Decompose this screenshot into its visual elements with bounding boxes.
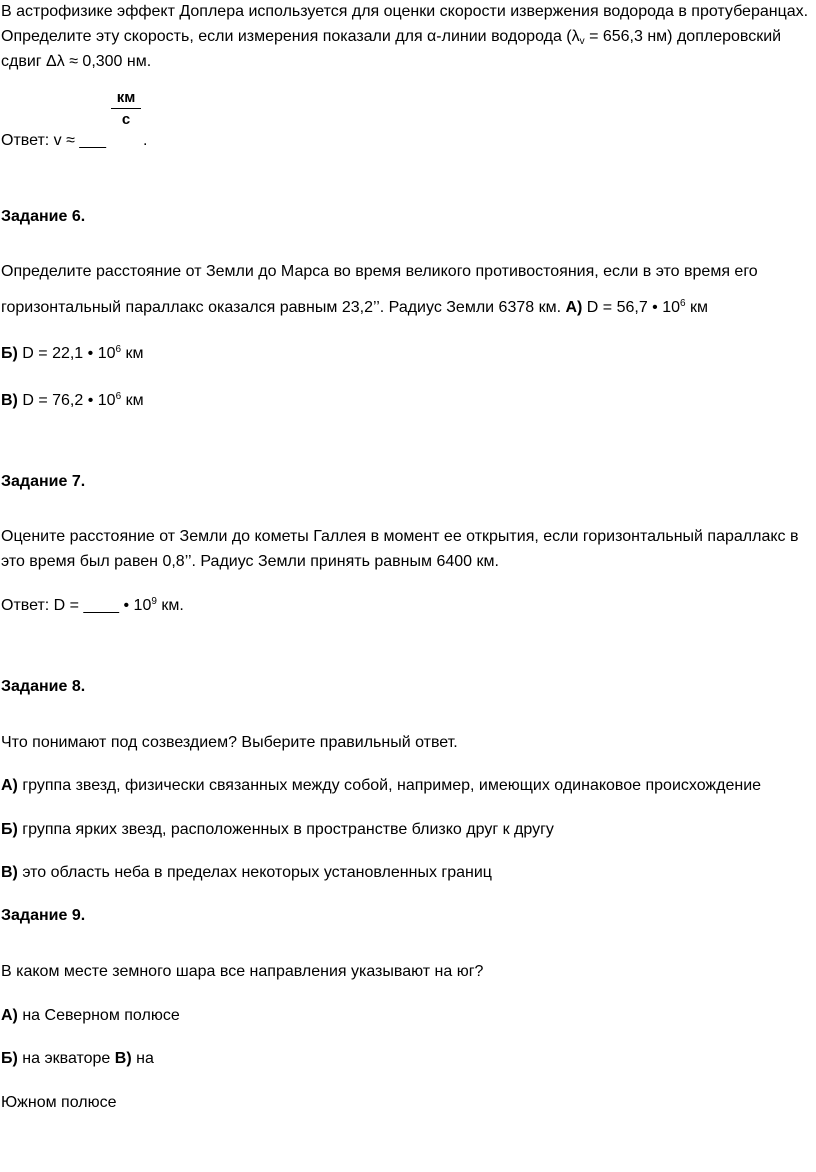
task6-line-2-text: горизонтальный параллакс оказался равным 23,2’’. Радиус Земли 6378 км. xyxy=(1,299,566,316)
task6-option-b-post: км xyxy=(121,345,144,362)
task6-option-b-label: Б) xyxy=(1,345,18,362)
task8-option-a xyxy=(1,776,761,796)
task8-option-a-label: А) xyxy=(1,777,18,794)
task8-option-c-text: это область неба в пределах некоторых установленных границ xyxy=(17,864,492,881)
intro-line-1: В астрофизике эффект Доплера используется для оценки скорости извержения водорода в протуберанцах. xyxy=(1,3,809,20)
unit-fraction xyxy=(111,90,141,128)
unit-denominator: с xyxy=(121,111,131,128)
task8-option-b xyxy=(1,820,554,840)
intro-answer-end: . xyxy=(143,132,148,149)
task9-option-a-text: на Северном полюсе xyxy=(17,1007,180,1024)
task6-option-c xyxy=(1,391,144,411)
intro-line-2 xyxy=(1,27,781,47)
task8-option-b-text: группа ярких звезд, расположенных в пространстве близко друг к другу xyxy=(17,821,554,838)
task8-option-a-text: группа звезд, физически связанных между собой, например, имеющих одинаковое происхождение xyxy=(17,777,762,794)
task6-option-c-exponent: 6 xyxy=(115,391,122,402)
task9-option-b-label: Б) xyxy=(1,1050,18,1067)
task6-line-1: Определите расстояние от Земли до Марса во время великого противостояния, если в это время его xyxy=(1,263,758,280)
task9-option-b-text: на экваторе xyxy=(17,1050,115,1067)
intro-line-2-a: Определите эту скорость, если измерения показали для α-линии водорода (λ xyxy=(1,28,580,45)
task8-question: Что понимают под созвездием? Выберите правильный ответ. xyxy=(1,734,458,751)
task9-option-c-label: В) xyxy=(114,1050,132,1067)
task6-option-b-pre: D = 22,1 • 10 xyxy=(17,345,116,362)
lambda-subscript: v xyxy=(579,36,585,47)
task7-answer xyxy=(1,596,184,616)
fraction-bar xyxy=(111,108,141,109)
task6-option-c-post: км xyxy=(121,392,144,409)
task9-title: Задание 9. xyxy=(1,907,86,924)
task6-line-2 xyxy=(1,298,708,318)
task6-option-c-pre: D = 76,2 • 10 xyxy=(17,392,116,409)
task8-option-c-label: В) xyxy=(1,864,18,881)
task6-title: Задание 6. xyxy=(1,208,86,225)
task7-answer-post: км. xyxy=(156,597,184,614)
task6-option-b-exponent: 6 xyxy=(115,344,122,355)
intro-answer-label: Ответ: v ≈ ___ xyxy=(1,132,107,149)
task8-option-c xyxy=(1,863,492,883)
task6-option-b xyxy=(1,344,144,364)
task9-option-c-continuation: Южном полюсе xyxy=(1,1094,117,1111)
task6-option-a-exponent: 6 xyxy=(680,298,686,309)
task9-options-bc xyxy=(1,1049,154,1069)
task8-title: Задание 8. xyxy=(1,678,86,695)
task6-option-a-pre: D = 56,7 • 10 xyxy=(582,299,681,316)
task9-option-a xyxy=(1,1006,180,1026)
task7-answer-pre: Ответ: D = ____ • 10 xyxy=(1,597,152,614)
task9-question: В каком месте земного шара все направления указывают на юг? xyxy=(1,963,484,980)
task6-option-a-label: А) xyxy=(565,299,583,316)
task9-option-c-text: на xyxy=(131,1050,154,1067)
task6-option-a-post: км xyxy=(685,299,709,316)
unit-numerator: км xyxy=(116,89,136,106)
task7-line-1: Оцените расстояние от Земли до кометы Галлея в момент ее открытия, если горизонтальный параллакс в xyxy=(1,528,799,545)
task8-option-b-label: Б) xyxy=(1,821,18,838)
task6-option-c-label: В) xyxy=(1,392,18,409)
task7-answer-exponent: 9 xyxy=(151,596,157,607)
intro-line-2-b: = 656,3 нм) доплеровский xyxy=(584,28,782,45)
task9-option-a-label: А) xyxy=(1,1007,18,1024)
intro-line-3: сдвиг Δλ ≈ 0,300 нм. xyxy=(1,53,152,70)
task7-title: Задание 7. xyxy=(1,473,86,490)
intro-answer xyxy=(1,131,148,151)
task7-line-2: это время был равен 0,8’’. Радиус Земли принять равным 6400 км. xyxy=(1,553,499,570)
